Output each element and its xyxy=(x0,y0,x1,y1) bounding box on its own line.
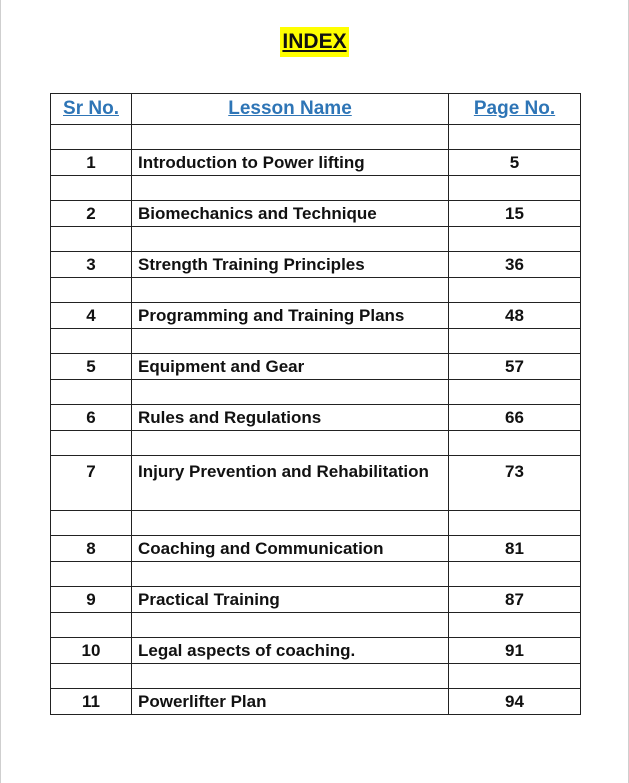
spacer-row xyxy=(51,562,581,587)
lesson-name-cell: Programming and Training Plans xyxy=(132,303,449,329)
title-wrap xyxy=(1,27,628,57)
lesson-name-cell: Biomechanics and Technique xyxy=(132,201,449,227)
lesson-name-cell: Coaching and Communication xyxy=(132,536,449,562)
page-no-cell: 91 xyxy=(449,638,581,664)
page-no-cell: 94 xyxy=(449,689,581,715)
sr-no-cell: 8 xyxy=(51,536,132,562)
spacer-row xyxy=(51,227,581,252)
lesson-name-cell: Legal aspects of coaching. xyxy=(132,638,449,664)
spacer-row xyxy=(51,125,581,150)
header-row xyxy=(51,94,581,125)
table-row xyxy=(51,536,581,562)
table-row xyxy=(51,456,581,511)
table-row xyxy=(51,405,581,431)
table-row xyxy=(51,252,581,278)
spacer-row xyxy=(51,329,581,354)
spacer-row xyxy=(51,176,581,201)
sr-no-cell: 3 xyxy=(51,252,132,278)
header-sr-no: Sr No. xyxy=(51,94,132,125)
sr-no-cell: 10 xyxy=(51,638,132,664)
page-no-cell: 36 xyxy=(449,252,581,278)
table-row xyxy=(51,354,581,380)
lesson-name-cell: Rules and Regulations xyxy=(132,405,449,431)
sr-no-cell: 5 xyxy=(51,354,132,380)
spacer-row xyxy=(51,278,581,303)
header-lesson-name: Lesson Name xyxy=(132,94,449,125)
page-no-cell: 57 xyxy=(449,354,581,380)
page-title: INDEX xyxy=(280,27,348,57)
sr-no-cell: 6 xyxy=(51,405,132,431)
page-no-cell: 87 xyxy=(449,587,581,613)
page-no-cell: 5 xyxy=(449,150,581,176)
page-no-cell: 81 xyxy=(449,536,581,562)
table-row xyxy=(51,638,581,664)
table-row xyxy=(51,303,581,329)
page-no-cell: 73 xyxy=(449,456,581,511)
sr-no-cell: 11 xyxy=(51,689,132,715)
header-page-no: Page No. xyxy=(449,94,581,125)
lesson-name-cell: Introduction to Power lifting xyxy=(132,150,449,176)
page-no-cell: 15 xyxy=(449,201,581,227)
table-row xyxy=(51,689,581,715)
page-no-cell: 66 xyxy=(449,405,581,431)
spacer-row xyxy=(51,511,581,536)
table-row xyxy=(51,587,581,613)
sr-no-cell: 9 xyxy=(51,587,132,613)
sr-no-cell: 2 xyxy=(51,201,132,227)
index-table xyxy=(50,93,581,715)
spacer-row xyxy=(51,664,581,689)
table-row xyxy=(51,201,581,227)
lesson-name-cell: Injury Prevention and Rehabilitation xyxy=(132,456,449,511)
sr-no-cell: 7 xyxy=(51,456,132,511)
lesson-name-cell: Powerlifter Plan xyxy=(132,689,449,715)
spacer-row xyxy=(51,613,581,638)
table-row xyxy=(51,150,581,176)
sr-no-cell: 4 xyxy=(51,303,132,329)
sr-no-cell: 1 xyxy=(51,150,132,176)
lesson-name-cell: Practical Training xyxy=(132,587,449,613)
page-no-cell: 48 xyxy=(449,303,581,329)
spacer-row xyxy=(51,431,581,456)
spacer-row xyxy=(51,380,581,405)
lesson-name-cell: Strength Training Principles xyxy=(132,252,449,278)
lesson-name-cell: Equipment and Gear xyxy=(132,354,449,380)
